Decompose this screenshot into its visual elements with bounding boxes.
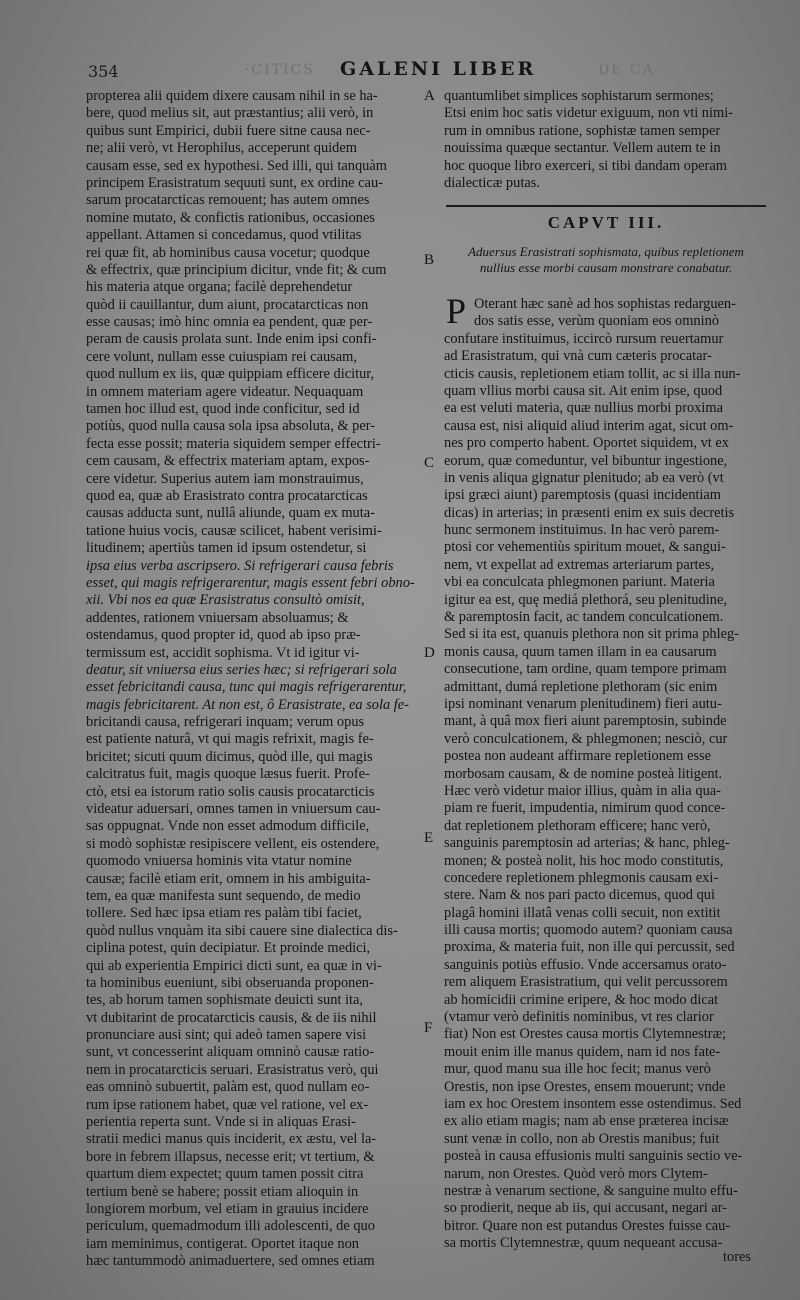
text-line: nomine mutato, & confictis rationibus, occasiones: [86, 209, 375, 226]
text-line: posteà in causa effusionis multi sanguinis sectio ve-: [444, 1148, 743, 1165]
text-line: quòd nullus vnquàm ita sibi cauere sine dialectica dis-: [86, 922, 398, 939]
text-line: bricitandi causa, refrigerari inquam; verum opus: [86, 714, 365, 731]
text-line: nouissima quæque sectantur. Vellem autem te in: [444, 140, 721, 157]
text-line: sunt, vt concesserint aliquam omninò causæ ratio-: [86, 1044, 375, 1061]
text-line: quantumlibet simplices sophistarum sermones;: [444, 88, 714, 104]
text-line: dat repletionem plethoram efficere; hanc verò,: [444, 817, 711, 834]
text-line: Orestis, non ipse Orestes, ensem mouerunt; vnde: [444, 1078, 726, 1095]
text-line: litudinem; apertiùs tamen id ipsum ostendetur, si: [86, 540, 367, 557]
text-line: ctò, etsi ea istorum ratio solis causis procatarcticis: [86, 783, 375, 800]
text-line: bere, quod melius sit, aut præstantius; alii verò, in: [86, 105, 374, 122]
text-line: eas omninò subuertit, palàm est, quod nullam eo-: [86, 1079, 370, 1096]
text-line: vbi ea conculcata phlegmonen pariunt. Materia: [444, 574, 715, 591]
text-line: tatione huius vocis, causæ scilicet, habent verisimi-: [86, 522, 382, 539]
text-line: confutare instituimus, iccircò rursum reuertamur: [444, 330, 724, 347]
text-line: cere volunt, nullam esse cuiuspiam rei causam,: [86, 348, 357, 365]
text-line: proxima, & materia fuit, non ille qui percussit, sed: [444, 939, 735, 956]
text-line: so prodierit, neque ab iis, qui accusant, negari ar-: [444, 1200, 728, 1217]
text-line: ad Erasistratum, qui vnà cum cæteris procatar-: [444, 348, 712, 365]
text-line: Etsi enim hoc satis videtur exiguum, non vti nimi-: [444, 105, 733, 122]
chapter-summary-line: Aduersus Erasistrati sophismata, quibus repletionem: [468, 244, 744, 259]
text-line: bore in febrem illapsus, necesse erit; vt tertium, &: [86, 1148, 375, 1165]
text-line: monen; & posteà nolit, his hoc modo constitutis,: [444, 852, 724, 869]
text-line: causam esse, sed ex hypothesi. Sed illi, qui tanquàm: [86, 157, 387, 174]
text-line: ciplina potest, quin decipiatur. Et proinde medici,: [86, 940, 371, 957]
page-header: [0, 56, 800, 86]
chapter-rule: [446, 205, 766, 207]
bleed-through-text-right: DE CA: [598, 62, 655, 78]
text-line: Sed si ita est, quanuis plethora non sit prima phleg-: [444, 626, 739, 643]
text-line: quartum diem expectet; quum tamen possit citra: [86, 1166, 364, 1183]
text-line: fecta esse possit; materia siquidem semper effectri-: [86, 435, 381, 452]
text-line: sarum procatarcticas remouent; has autem omnes: [86, 192, 370, 209]
text-line: morbosam causam, & de nomine posteà litigent.: [444, 765, 723, 782]
catchword: tores: [723, 1249, 751, 1265]
text-line: peram de causis prolata sunt. Inde enim ipsi confi-: [86, 331, 377, 348]
text-line: potiùs, quod nulla causa sola ipsa absoluta, & per-: [86, 418, 376, 435]
text-line: rum in omnibus ratione, sophistæ tamen semper: [444, 122, 721, 139]
text-line: iam meminimus, contigerat. Oportet itaque non: [86, 1235, 359, 1252]
text-line: esset, qui magis refrigerarentur, magis essent febri obno-: [86, 574, 415, 591]
text-line: quod ea, quæ ab Erasistrato contra procatarcticas: [86, 487, 368, 504]
text-line: calcitratus fuit, magis quoque læsus fuerit. Profe-: [86, 766, 370, 783]
text-line: dicas) in arterias; in præsenti enim ex suis decretis: [444, 504, 735, 521]
bleed-through-text-left: ·CITICS: [245, 62, 315, 78]
text-line: hoc quoque libro exerceri, si tibi dandam operam: [444, 157, 727, 174]
text-line: postea non audeant affirmare repletionem esse: [444, 748, 712, 765]
text-line: verò conculcationem, & phlegmonen; nesciò, cur: [444, 730, 728, 747]
text-line: mouit enim ille manus quidem, nam id nos fate-: [444, 1043, 721, 1060]
text-line: eorum, quæ comeduntur, vel bibuntur ingestione,: [444, 452, 728, 469]
text-line: ostendamus, quod propter id, quod ab ipso præ-: [86, 627, 361, 644]
right-column-body: [444, 296, 768, 1252]
text-line: in omnem materiam agere videatur. Nequaquam: [86, 383, 364, 400]
text-line: videatur aduersari, omnes tamen in vniuersum cau-: [86, 801, 381, 818]
running-head: GALENI LIBER: [340, 58, 537, 80]
text-line: tertium benè se habere; possit etiam alioquin in: [86, 1183, 359, 1200]
text-line: cere videtur. Superius autem iam monstrauimus,: [86, 470, 364, 487]
text-line: admittant, dumá repletione plethoram (sic enim: [444, 678, 718, 695]
text-line: nes pro comperto habent. Oportet siquidem, vt ex: [444, 435, 729, 452]
text-line: iam ex hoc Orestem insontem esse ostendimus. Sed: [444, 1095, 742, 1112]
text-line: ea est veluti materia, quæ nullius morbi proxima: [444, 400, 723, 417]
text-line: sanguinis paremptosin ad arterias; & hanc, phleg-: [444, 835, 730, 852]
text-line: fiat) Non est Orestes causa mortis Clytemnestræ;: [444, 1026, 727, 1043]
text-line: mant, à quâ mox fieri aiunt paremptosin, subinde: [444, 713, 727, 730]
text-line: dos satis esse, verùm quoniam eos omninò: [474, 313, 720, 330]
chapter-summary-line: nullius esse morbi causam monstrare conabatur.: [479, 260, 733, 275]
page-number: 354: [88, 62, 119, 81]
text-line: his materia atque organa; facilè deprehendetur: [86, 279, 353, 296]
right-column-top: [444, 88, 768, 192]
margin-letter: D: [424, 645, 435, 661]
text-line: rei quæ fit, ab hominibus causa vocetur; quodque: [86, 244, 370, 261]
text-line: monis causa, quum tamen illam in ea causarum: [444, 643, 717, 660]
text-line: ipsa eius verba ascripsero. Si refrigerari causa febris: [86, 557, 394, 574]
text-line: ab homicidii crimine eripere, & hoc modo dicat: [444, 991, 719, 1008]
text-line: qui ab experientia Empirici dicti sunt, ea quæ in vi-: [86, 957, 382, 974]
text-line: bitror. Quare non est putandus Orestes fuisse cau-: [444, 1217, 731, 1234]
text-line: addentes, rationem vniuersam absoluamus; &: [86, 609, 349, 626]
text-line: propterea alii quidem dixere causam nihil in se ha-: [86, 88, 378, 104]
text-line: ptosi cor vehementiùs spiritum mouet, & sangui-: [444, 539, 726, 556]
text-line: vt dubitarint de procatarcticis causis, & de iis nihil: [86, 1009, 377, 1026]
text-line: & paremptosin facit, ac tandem conculcationem.: [444, 609, 724, 626]
margin-letter: C: [424, 455, 435, 471]
text-line: ipsi græci aiunt) paremptosis (quasi incidentiam: [444, 487, 721, 504]
text-line: tamen hoc illud est, quod inde conficitur, sed id: [86, 401, 360, 418]
text-line: tem, ea quæ manifesta sunt sequendo, de medio: [86, 887, 361, 904]
text-line: tollere. Sed hæc ipsa etiam res palàm tibi faciet,: [86, 905, 362, 922]
chapter-title: CAPVT III.: [547, 213, 665, 232]
text-line: quam vllius morbi causa sit. Ait enim ipse, quod: [444, 382, 723, 399]
text-line: sas oppugnat. Vnde non esset admodum difficile,: [86, 818, 370, 835]
text-line: tes, ab horum tamen sophismate deuicti sunt ita,: [86, 992, 363, 1009]
drop-cap: P: [446, 291, 467, 331]
text-line: nem, vt expellat ad extremas arteriarum partes,: [444, 556, 715, 573]
left-column: [86, 88, 424, 1271]
text-line: sanguinis potiùs effusio. Vnde accersamus orato-: [444, 956, 727, 973]
margin-letter: E: [424, 830, 434, 846]
text-line: cem causam, & effectrix materiam aptam, expos-: [86, 453, 370, 470]
margin-letter: B: [424, 252, 435, 268]
text-line: ipsi nominant venarum plenitudinem) fieri autu-: [444, 695, 722, 712]
text-line: consecutione, tam ordine, quam tempore primam: [444, 661, 727, 678]
text-line: longiorem morbum, vel etiam in grauius incidere: [86, 1201, 369, 1217]
text-line: bricitet; sicuti quum dicimus, quòd ille, qui magis: [86, 748, 373, 765]
text-line: deatur, sit vniuersa eius series hæc; si refrigerari sola: [86, 661, 397, 678]
text-line: (vtamur verò definitis nominibus, vt res clarior: [444, 1009, 714, 1026]
text-line: termissum est, accidit sophisma. Vt id igitur vi-: [86, 644, 360, 661]
text-line: hæc tantummodò animaduertere, sed omnes etiam: [86, 1253, 375, 1270]
text-line: cticis causis, repletionem etiam tollit, ac si illa nun-: [444, 365, 741, 382]
margin-letter: A: [424, 88, 435, 104]
text-line: causa est, nisi aliquid aliud interim agat, sicut om-: [444, 417, 734, 434]
text-line: causas adducta sunt, nullâ aliunde, quam ex muta-: [86, 505, 375, 522]
text-line: esset febricitandi causa, tunc qui magis refrigerarentur,: [86, 679, 407, 696]
text-line: stratii medici manus quis inciderit, ex æstu, vel la-: [86, 1131, 377, 1148]
text-line: illi causa mortis; quomodo autem? quoniam causa: [444, 922, 733, 939]
text-line: xii. Vbi nos ea quæ Erasistratus consultò omisit,: [86, 592, 365, 609]
text-line: piam re fuerit, impudentia, nimirum quod conce-: [444, 800, 726, 817]
text-line: sa mortis Clytemnestræ, quum nequeant accusa-: [444, 1235, 723, 1252]
text-line: est patiente naturâ, vt qui magis refrixit, magis fe-: [86, 731, 374, 748]
text-line: pronunciare ausi sint; qui adeò tamen sapere visi: [86, 1027, 367, 1044]
text-line: principem Erasistratum sequuti sunt, ex ordine cau-: [86, 174, 383, 191]
text-line: sunt venæ in collo, non ab Orestis manibus; fuit: [444, 1130, 720, 1147]
text-line: ta hominibus eueniunt, sibi obseruanda proponen-: [86, 974, 374, 991]
text-line: quod nullum ex iis, quæ quippiam efficere dicitur,: [86, 366, 375, 383]
text-line: magis febricitarent. At non est, ô Erasistrate, ea sola fe-: [86, 696, 409, 713]
text-line: causæ; facilè etiam erit, omnem in his ambiguita-: [86, 870, 371, 887]
text-line: periculum, quemadmodum illi adolescenti, de quo: [86, 1218, 375, 1235]
text-line: rum ipse rationem habet, quæ vel ratione, vel ex-: [86, 1096, 369, 1113]
text-line: narum, non Orestes. Quòd verò mors Clytem-: [444, 1165, 708, 1182]
text-line: in venis aliqua gignatur plenitudo; ab ea verò (vt: [444, 469, 724, 486]
text-line: esse causas; imò hinc omnia ea pendent, quæ per-: [86, 314, 373, 331]
text-line: mur, quod manu sua ille hoc fecit; manus verò: [444, 1061, 711, 1078]
text-line: si modò sophistæ resipiscere vellent, eis ostendere,: [86, 835, 380, 852]
text-line: & effectrix, quæ principium dicitur, vnde fit; & cum: [86, 261, 387, 278]
chapter-summary: [446, 244, 766, 276]
text-line: dialecticæ putas.: [444, 174, 540, 191]
text-line: nestræ à venarum sectione, & sanguine multo effu-: [444, 1182, 738, 1199]
text-line: rem aliquem Erasistratium, qui velit percussorem: [444, 974, 728, 991]
text-line: quòd ii cauillantur, dum aiunt, procatarcticas non: [86, 296, 369, 313]
text-line: ne; alii verò, vt Herophilus, acceperunt quidem: [86, 140, 357, 157]
text-line: perientia reperta sunt. Vnde si in aliquas Erasi-: [86, 1114, 356, 1131]
text-line: plagâ homini illatâ venas colli secuit, non extitit: [444, 904, 721, 921]
text-line: stere. Nam & nos pari pacto dicemus, quod qui: [444, 887, 715, 904]
text-line: Hæc verò videtur maior illius, quàm in alia qua-: [444, 782, 721, 799]
text-line: igitur ea est, quę mediá plethorá, seu plenitudine,: [444, 591, 727, 608]
text-line: quomodo vniuersa hominis vita vtatur nomine: [86, 853, 352, 870]
text-line: hunc sermonem instituimus. In hac verò parem-: [444, 522, 720, 539]
text-line: concedere repletionem phlegmonis causam exi-: [444, 869, 719, 886]
margin-letter: F: [424, 1020, 433, 1036]
text-line: quibus sunt Empirici, dubii fuere sitne causa nec-: [86, 122, 371, 139]
text-line: ex alio etiam magis; nam ab ense præterea incisæ: [444, 1113, 729, 1130]
text-line: Oterant hæc sanè ad hos sophistas redarguen-: [474, 296, 736, 312]
text-line: nem in procatarcticis seruari. Erasistratus verò, qui: [86, 1061, 379, 1078]
text-line: appellant. Attamen si concedamus, quod vtilitas: [86, 227, 362, 244]
